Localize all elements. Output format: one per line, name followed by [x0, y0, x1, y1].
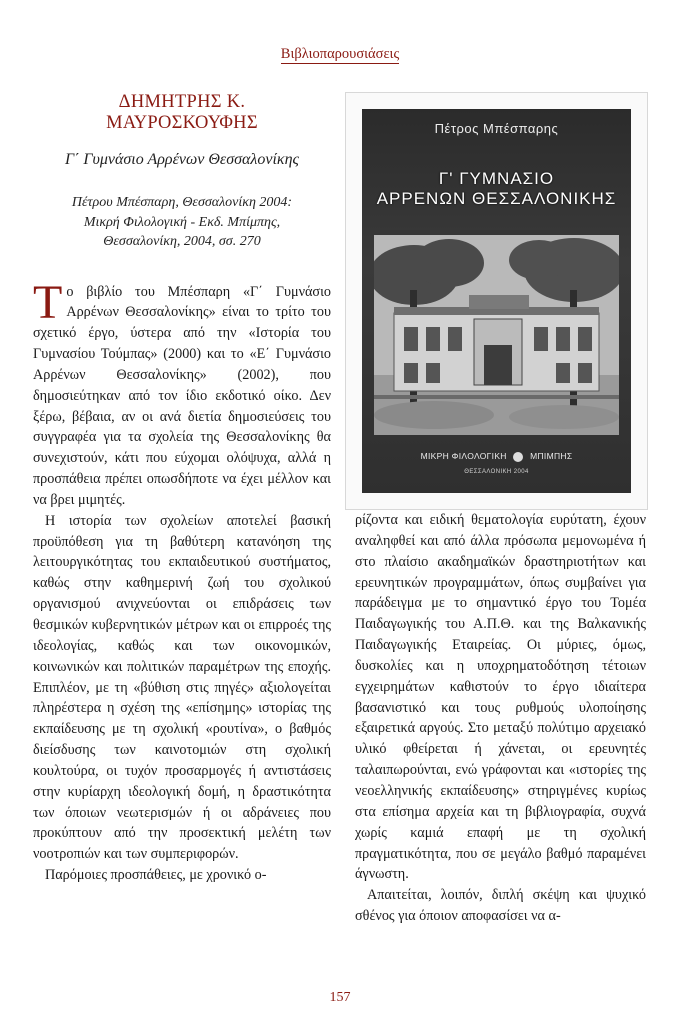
- article-body-right: [355, 510, 646, 927]
- author-name: [33, 92, 331, 134]
- publication-line-3: Θεσσαλονίκη, 2004, σσ. 270: [103, 234, 261, 249]
- book-header: [33, 92, 331, 252]
- publication-line-1: Πέτρου Μπέσπαρη, Θεσσαλονίκη 2004:: [71, 195, 293, 210]
- drop-cap: Τ: [33, 275, 63, 329]
- author-line-1: ΔΗΜΗΤΡΗΣ Κ.: [118, 92, 246, 112]
- publication-info: [33, 193, 331, 252]
- book-title: Γ΄ Γυμνάσιο Αρρένων Θεσσαλονίκης: [64, 151, 299, 168]
- cover-publisher-left: ΜΙΚΡΗ ΦΙΛΟΛΟΓΙΚΗ: [420, 451, 507, 461]
- running-head: [0, 46, 680, 63]
- publication-line-2: Μικρή Φιλολογική - Εκδ. Μπίμπης,: [83, 214, 281, 230]
- school-building-icon: [394, 295, 599, 391]
- cover-title-line-1: Γ' ΓΥΜΝΑΣΙΟ: [438, 169, 555, 188]
- book-cover: [362, 109, 631, 493]
- paragraph-2: Η ιστορία των σχολείων αποτελεί βασική προϋπόθεση για τη βαθύτερη κατανόηση της λειτουργικότητας του εκπαιδευτικού συστήματος, καθώς στην καθημερινή ζωή του σχολικού οργανισμού ανιχνεύονται οι επιδράσεις των θεσμικών κυβερνητικών μέτρων και οι επιρροές της ιδεολογίας, καθώς και των οικονομικών, κοινωνικών και πολιτικών παραμέτρων της εποχής. Επιπλέον, με τη «βύθιση στις πηγές» αξιολογείται πληρέστερα η σχέση της «επίσημης» ιστορίας της εκπαίδευσης με τη σχολική «ρουτίνα», ο βαθμός διείσδυσης των καινοτομιών στη σχολική κουλτούρα, οι τυχόν προσαρμογές ή αντιστάσεις στην κυρίαρχη ιδεολογική δομή, η δραστικότητα των όποιων νεωτερισμών ή οι αδράνειες που προκύπτουν από την προσεκτική μελέτη των νοοτροπιών και των συμπεριφορών.: [33, 512, 331, 863]
- cover-publisher-right: ΜΠΙΜΠΗΣ: [530, 451, 573, 461]
- paragraph-1-text: ο βιβλίο του Μπέσπαρη «Γ΄ Γυμνάσιο Αρρένων Θεσσαλονίκης» είναι το τρίτο του σχετικό έργο, ύστερα από την «Ιστορία του Γυμνασίου Τούμπας» (2000) και το «Ε΄ Γυμνάσιο Αρρένων Θεσσαλονίκης» (2002), που δημοσιεύτηκαν από τον ίδιο εκδοτικό οίκο. Δεν ξέρω, βέβαια, αν οι ανά διετία δημοσιεύσεις του συγγραφέα για τα σχολεία της Θεσσαλονίκης θα συνεχιστούν, κάτι που εύχομαι ολόψυχα, αλλά η προσπάθεια πρέπει οπωσδήποτε να έχει μέλλον και να βρει μιμητές.: [33, 283, 331, 508]
- cover-author: Πέτρος Μπέσπαρης: [434, 121, 559, 136]
- page-number: 157: [329, 990, 351, 1005]
- book-cover-image: [345, 92, 648, 510]
- article-body-left: [33, 275, 331, 886]
- right-column: [355, 510, 646, 927]
- paragraph-3: Παρόμοιες προσπάθειες, με χρονικό ο-: [45, 867, 267, 884]
- paragraph-1: [33, 275, 331, 511]
- cover-publisher: [362, 451, 631, 462]
- publisher-logo-icon: [513, 452, 523, 462]
- cover-title: [366, 169, 627, 209]
- author-line-2: ΜΑΥΡΟΣΚΟΥΦΗΣ: [106, 113, 258, 133]
- paragraph-4: Απαιτείται, λοιπόν, διπλή σκέψη και ψυχικό σθένος για όποιον αποφασίσει να α-: [355, 887, 646, 925]
- paragraph-3-continued: ρίζοντα και ειδική θεματολογία ευρύτατη, έχουν αναληφθεί και από άλλα πρόσωπα μεμονωμένα ή στο πλαίσιο ακαδημαϊκών δραστηριοτήτων και ερευνητικών προγραμμάτων, όπως συμβαίνει για παράδειγμα με το σημαντικό έργο του Τομέα Παιδαγωγικής του Α.Π.Θ. και της Βαλκανικής Παιδαγωγικής Εταιρείας. Οι μύριες, όμως, δυσκολίες και η υποχρηματοδότηση τέτοιων εγχειρημάτων καθιστούν το έργο ιδιαίτερα βασανιστικό και τους ρυθμούς υλοποίησης εξαιρετικά αργούς. Στο μεταξύ πολύτιμο αρχειακό υλικό φθείρεται ή χάνεται, οι ερευνητές ταλαιπωρούνται, ενώ γράφονται και «ιστορίες της νεοελληνικής εκπαίδευσης» στηριγμένες κυρίως στα επίσημα αρχεία και τη βιβλιογραφία, συχνά χωρίς καμιά επαφή με τη σχολική πραγματικότητα, που σε μεγάλο βαθμό παραμένει άγνωστη.: [355, 512, 646, 883]
- cover-title-line-2: ΑΡΡΕΝΩΝ ΘΕΣΣΑΛΟΝΙΚΗΣ: [376, 189, 617, 208]
- cover-year: ΘΕΣΣΑΛΟΝΙΚΗ 2004: [464, 469, 529, 475]
- left-column: [33, 92, 331, 886]
- cover-illustration: [374, 235, 619, 435]
- running-head-text: Βιβλιοπαρουσιάσεις: [280, 46, 400, 62]
